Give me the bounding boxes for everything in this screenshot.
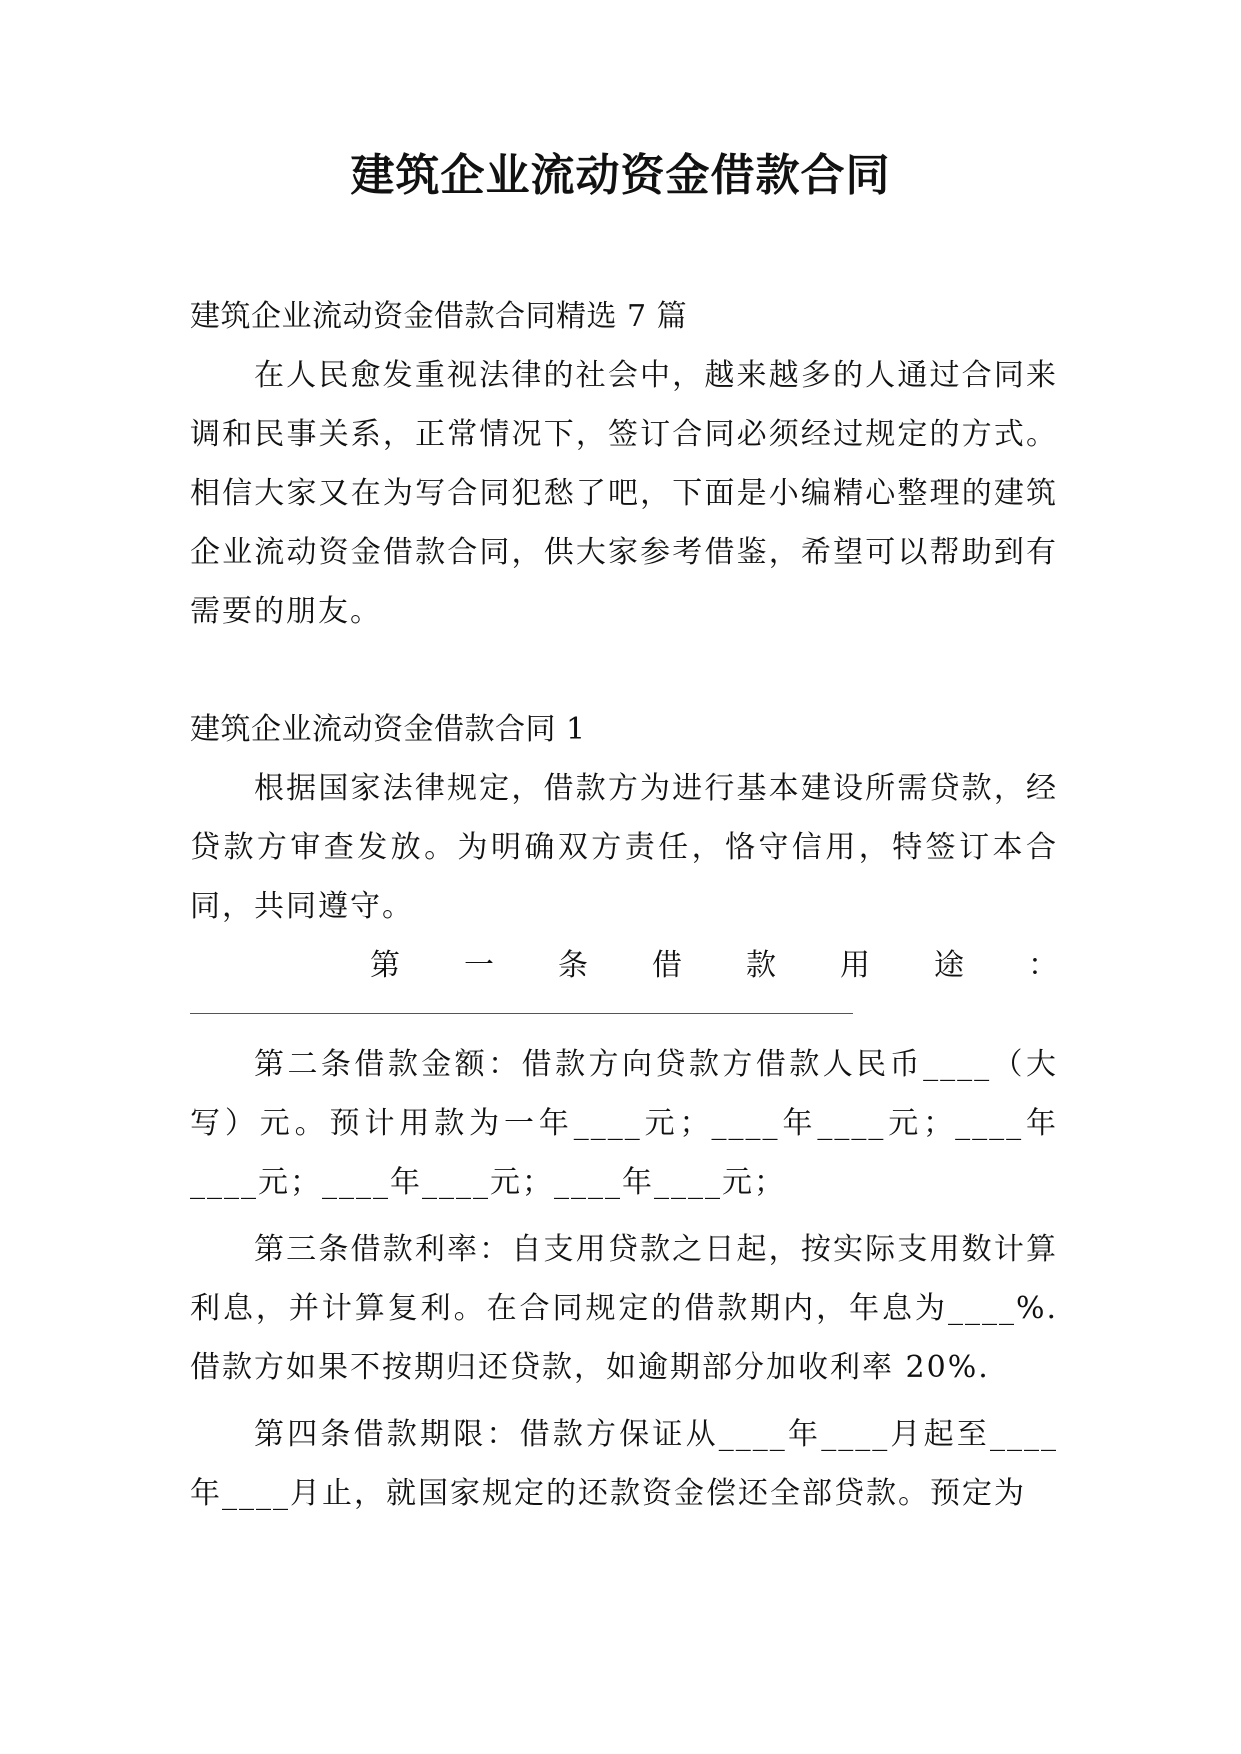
blank-fill-line [190,1013,853,1014]
article-2-paragraph: 第二条借款金额：借款方向贷款方借款人民币____（大写）元。预计用款为一年____元；____年____元；____年____元；____年____元；____年____元； [190,1047,1058,1200]
article-1-char: 第 [370,948,400,983]
article-3-paragraph: 第三条借款利率：自支用贷款之日起，按实际支用数计算利息，并计算复利。在合同规定的借款期内，年息为____%. 借款方如果不按期归还贷款，如逾期部分加收利率 20%. [190,1232,1058,1385]
article-1-char: 一 [464,948,494,983]
article-1-char: 用 [840,948,870,983]
article-1-char: 款 [746,948,776,983]
paragraph-spacer [190,641,1058,700]
article-4-paragraph: 第四条借款期限：借款方保证从____年____月起至____年____月止，就国家规定的还款资金偿还全部贷款。预定为 [190,1417,1058,1511]
paragraph-spacer-small [190,1397,1058,1405]
preamble-paragraph: 根据国家法律规定，借款方为进行基本建设所需贷款，经贷款方审查发放。为明确双方责任，恪守信用，特签订本合同，共同遵守。 [190,771,1058,924]
paragraph-spacer-small [190,1212,1058,1220]
document-body [190,287,1058,1523]
document-title: 建筑企业流动资金借款合同 [350,150,891,201]
article-1-line [190,936,1058,995]
article-1-char: 条 [558,948,588,983]
intro-paragraph: 在人民愈发重视法律的社会中，越来越多的人通过合同来调和民事关系，正常情况下，签订合同必须经过规定的方式。相信大家又在为写合同犯愁了吧，下面是小编精心整理的建筑企业流动资金借款合同，供大家参考借鉴，希望可以帮助到有需要的朋友。 [190,358,1058,629]
section-heading: 建筑企业流动资金借款合同 1 [190,712,586,747]
article-1-char: 途 [934,948,964,983]
article-1-char: 借 [652,948,682,983]
document-subtitle: 建筑企业流动资金借款合同精选 7 篇 [190,299,688,334]
article-1-char: ： [1028,948,1058,983]
